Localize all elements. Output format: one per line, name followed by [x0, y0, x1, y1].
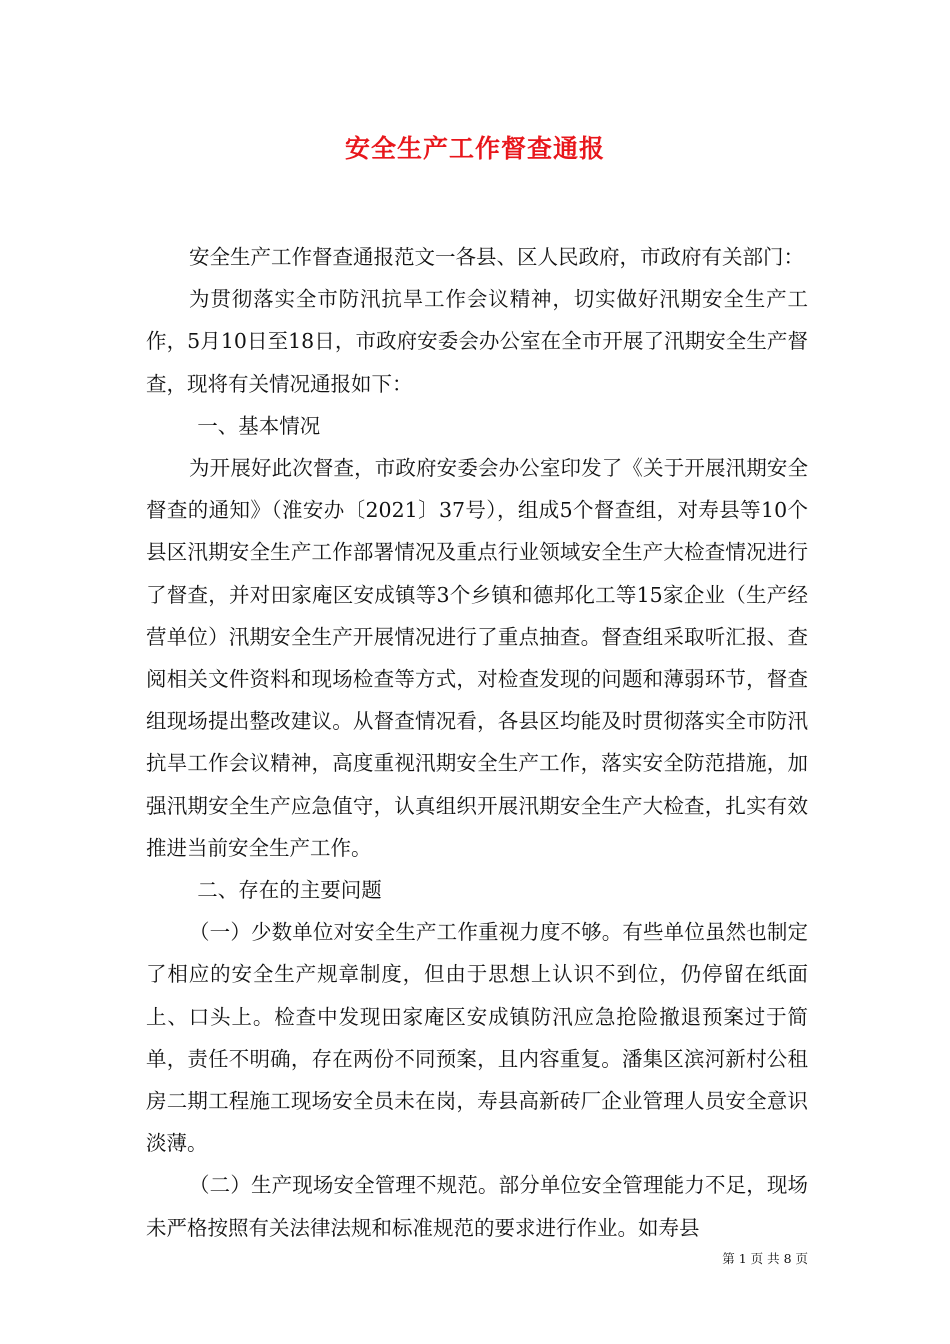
section-heading-problems: 二、存在的主要问题 — [197, 878, 382, 903]
document-title: 安全生产工作督查通报 — [344, 134, 605, 163]
paragraph-basic-situation: 为开展好此次督查，市政府安委会办公室印发了《关于开展汛期安全督查的通知》（淮安办〔2021〕37号），组成5个督查组，对寿县等10个县区汛期安全生产工作部署情况及重点行业领域安全生产大检查情况进行了督查，并对田家庵区安成镇等3个乡镇和德邦化工等15家企业（生产经营单位）汛期安全生产开展情况进行了重点抽查。督查组采取听汇报、查阅相关文件资料和现场检查等方式，对检查发现的问题和薄弱环节，督查组现场提出整改建议。从督查情况看，各县区均能及时贯彻落实全市防汛抗旱工作会议精神，高度重视汛期安全生产工作，落实安全防范措施，加强汛期安全生产应急值守，认真组织开展汛期安全生产大检查，扎实有效推进当前安全生产工作。 — [146, 456, 808, 860]
page-number: 第 1 页 共 8 页 — [722, 1251, 808, 1266]
paragraph-problem-1: （一）少数单位对安全生产工作重视力度不够。有些单位虽然也制定了相应的安全生产规章制度，但由于思想上认识不到位，仍停留在纸面上、口头上。检查中发现田家庵区安成镇防汛应急抢险撤退预案过于简单，责任不明确，存在两份不同预案，且内容重复。潘集区滨河新村公租房二期工程施工现场安全员未在岗，寿县高新砖厂企业管理人员安全意识淡薄。 — [146, 920, 808, 1156]
paragraph-salutation: 安全生产工作督查通报范文一各县、区人民政府，市政府有关部门： — [189, 245, 805, 269]
section-heading-basic: 一、基本情况 — [197, 413, 321, 438]
paragraph-problem-2: （二）生产现场安全管理不规范。部分单位安全管理能力不足，现场未严格按照有关法律法规和标准规范的要求进行作业。如寿县 — [146, 1173, 808, 1240]
document-body — [146, 236, 808, 1249]
paragraph-intro: 为贯彻落实全市防汛抗旱工作会议精神，切实做好汛期安全生产工作，5月10日至18日，市政府安委会办公室在全市开展了汛期安全生产督查，现将有关情况通报如下： — [146, 287, 808, 396]
